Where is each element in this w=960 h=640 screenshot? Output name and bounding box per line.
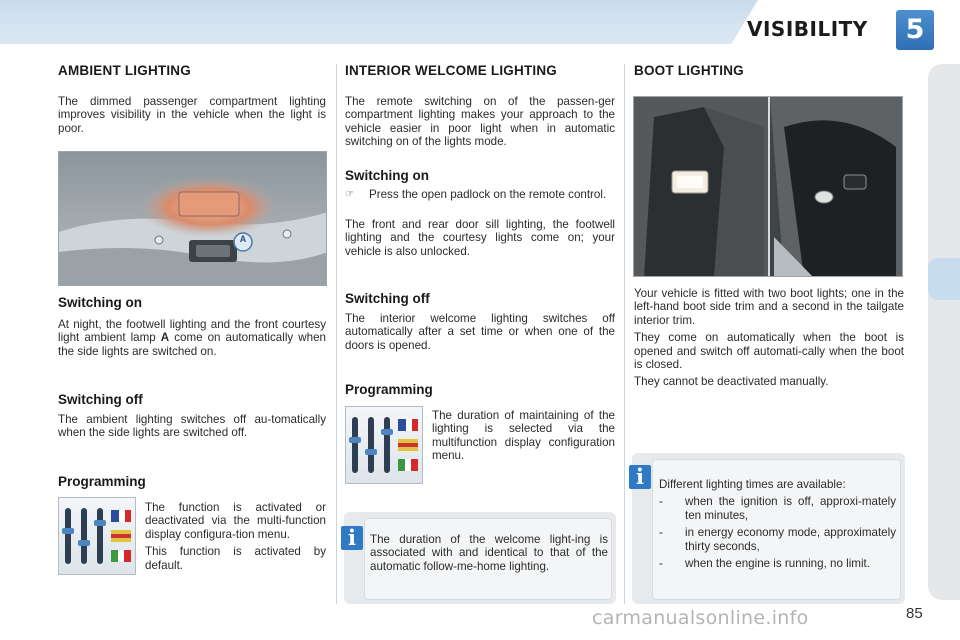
boot-lighting-heading: BOOT LIGHTING [634, 63, 744, 78]
ambient-lamp-illustration [59, 152, 327, 286]
boot-lights-photo [633, 96, 903, 277]
watermark: carmanualsonline.info [592, 607, 809, 629]
programming-heading: Programming [58, 474, 146, 489]
list-item-text: when the engine is running, no limit. [685, 557, 870, 571]
boot-info-intro: Different lighting times are available: [659, 478, 846, 491]
ambient-lighting-intro: The dimmed passenger compartment lighting improves visibility in the vehicle when the light is poor. [58, 95, 326, 135]
ambient-programming-text [145, 501, 326, 576]
interior-welcome-heading: INTERIOR WELCOME LIGHTING [345, 63, 557, 78]
lamp-label-a: A [239, 234, 247, 244]
interior-welcome-intro: The remote switching on of the passen-ger compartment lighting makes your approach to the vehicle easier in poor light when in automatic switching on of the lights mode. [345, 95, 615, 149]
boot-info-box [632, 453, 905, 604]
list-dash: - [659, 526, 663, 540]
boot-info-icon: i [629, 465, 651, 489]
ambient-programming-text-2: This function is activated by default. [145, 545, 326, 572]
welcome-switching-off-text: The interior welcome lighting switches off automatically after a set time or when one of the doors is opened. [345, 312, 615, 352]
list-item-text: when the ignition is off, approxi-mately ten minutes, [685, 495, 896, 522]
list-dash: - [659, 495, 663, 509]
list-item-text: in energy economy mode, approximately thirty seconds, [685, 526, 896, 553]
list-dash: - [659, 557, 663, 571]
welcome-info-box [344, 512, 616, 604]
boot-lighting-p3: They cannot be deactivated manually. [634, 375, 829, 389]
switching-on-lamp-ref: A [160, 331, 170, 345]
ambient-programming-text-1: The function is activated or deactivated via the multi-function display configura-tion menu. [145, 501, 326, 541]
switching-on-text-post: come on automatically when the side lights are switched on. [58, 331, 326, 358]
ambient-switching-on-text [58, 318, 326, 358]
chapter-side-marker [928, 258, 960, 300]
boot-info-text [659, 478, 896, 570]
welcome-programming-heading: Programming [345, 382, 433, 397]
ambient-switching-off-text: The ambient lighting switches off au-tomatically when the side lights are switched off. [58, 413, 326, 440]
page-number: 85 [906, 605, 923, 622]
switching-off-heading: Switching off [58, 392, 143, 407]
switching-on-text-pre: At night, the footwell lighting and the front courtesy light ambient lamp [58, 318, 326, 345]
welcome-switching-off-heading: Switching off [345, 291, 430, 306]
welcome-switching-on-heading: Switching on [345, 168, 429, 183]
ambient-lighting-heading: AMBIENT LIGHTING [58, 63, 191, 78]
info-icon: i [341, 526, 363, 550]
boot-lighting-p1: Your vehicle is fitted with two boot lights; one in the left-hand boot side trim and a second in the tailgate interior trim. [634, 287, 904, 327]
ambient-lamp-photo [58, 151, 327, 286]
multifunction-display-settings-icon [58, 497, 136, 575]
welcome-display-settings-icon [345, 406, 423, 484]
boot-lights-illustration [634, 97, 903, 277]
welcome-info-text: The duration of the welcome light-ing is associated with and identical to that of the automatic follow-me-home lighting. [370, 533, 608, 573]
chapter-side-strip [928, 64, 960, 600]
welcome-switching-on-bullet [345, 188, 615, 201]
boot-lighting-p2: They come on automatically when the boot is opened and switch off automati-cally when the boot is closed. [634, 331, 904, 372]
column-divider-2 [624, 64, 625, 604]
welcome-programming-text: The duration of maintaining of the lighting is selected via the multifunction display configuration menu. [432, 409, 615, 463]
list-item [659, 495, 896, 522]
column-divider-1 [336, 64, 337, 604]
pointing-hand-icon: ☞ [345, 189, 354, 200]
list-item [659, 526, 896, 553]
chapter-title: VISIBILITY [747, 17, 868, 41]
welcome-switching-on-text: The front and rear door sill lighting, the footwell lighting and the courtesy lights come on; your vehicle is also unlocked. [345, 218, 615, 258]
switching-on-heading: Switching on [58, 295, 142, 310]
chapter-number-badge: 5 [896, 10, 934, 50]
list-item [659, 557, 896, 570]
welcome-bullet-text: Press the open padlock on the remote control. [369, 188, 607, 201]
boot-lighting-text [634, 287, 904, 393]
